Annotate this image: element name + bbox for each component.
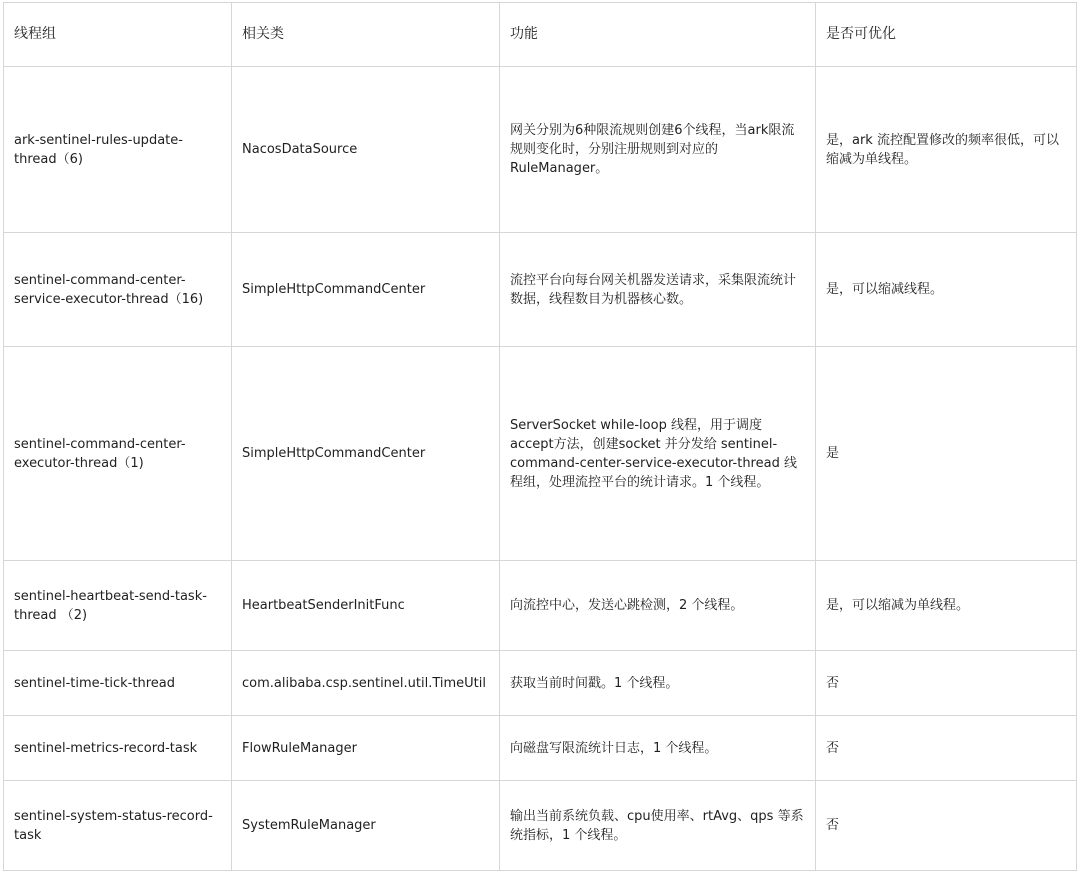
- optimizable-cell: 是，可以缩减为单线程。: [816, 561, 1077, 651]
- thread-group-cell: sentinel-time-tick-thread: [4, 651, 232, 716]
- function-cell: 向磁盘写限流统计日志，1 个线程。: [500, 716, 816, 781]
- table-row: [4, 67, 1077, 233]
- thread-group-cell: sentinel-command-center-service-executor-thread（16): [4, 233, 232, 347]
- table-row: [4, 561, 1077, 651]
- function-cell: ServerSocket while-loop 线程，用于调度accept方法，创建socket 并分发给 sentinel-command-center-service-executor-thread 线程组，处理流控平台的统计请求。1 个线程。: [500, 347, 816, 561]
- table-row: [4, 233, 1077, 347]
- table-row: [4, 651, 1077, 716]
- header-optimizable: 是否可优化: [816, 3, 1077, 67]
- related-class-cell: HeartbeatSenderInitFunc: [232, 561, 500, 651]
- header-function: 功能: [500, 3, 816, 67]
- related-class-cell: FlowRuleManager: [232, 716, 500, 781]
- function-cell: 输出当前系统负载、cpu使用率、rtAvg、qps 等系统指标，1 个线程。: [500, 781, 816, 871]
- thread-group-cell: sentinel-metrics-record-task: [4, 716, 232, 781]
- related-class-cell: SystemRuleManager: [232, 781, 500, 871]
- optimizable-cell: 否: [816, 716, 1077, 781]
- header-thread-group: 线程组: [4, 3, 232, 67]
- table-row: [4, 347, 1077, 561]
- function-cell: 向流控中心，发送心跳检测，2 个线程。: [500, 561, 816, 651]
- optimizable-cell: 否: [816, 781, 1077, 871]
- thread-group-cell: sentinel-heartbeat-send-task-thread （2): [4, 561, 232, 651]
- related-class-cell: SimpleHttpCommandCenter: [232, 233, 500, 347]
- thread-group-cell: sentinel-command-center-executor-thread（1): [4, 347, 232, 561]
- function-cell: 网关分别为6种限流规则创建6个线程，当ark限流规则变化时，分别注册规则到对应的RuleManager。: [500, 67, 816, 233]
- table-row: [4, 716, 1077, 781]
- optimizable-cell: 是，ark 流控配置修改的频率很低，可以缩减为单线程。: [816, 67, 1077, 233]
- thread-group-cell: sentinel-system-status-record-task: [4, 781, 232, 871]
- table-row: [4, 781, 1077, 871]
- optimizable-cell: 否: [816, 651, 1077, 716]
- thread-group-table: [3, 2, 1077, 871]
- header-row: [4, 3, 1077, 67]
- related-class-cell: com.alibaba.csp.sentinel.util.TimeUtil: [232, 651, 500, 716]
- optimizable-cell: 是，可以缩减线程。: [816, 233, 1077, 347]
- function-cell: 流控平台向每台网关机器发送请求，采集限流统计数据，线程数目为机器核心数。: [500, 233, 816, 347]
- related-class-cell: SimpleHttpCommandCenter: [232, 347, 500, 561]
- thread-group-cell: ark-sentinel-rules-update-thread（6): [4, 67, 232, 233]
- optimizable-cell: 是: [816, 347, 1077, 561]
- header-related-class: 相关类: [232, 3, 500, 67]
- related-class-cell: NacosDataSource: [232, 67, 500, 233]
- function-cell: 获取当前时间戳。1 个线程。: [500, 651, 816, 716]
